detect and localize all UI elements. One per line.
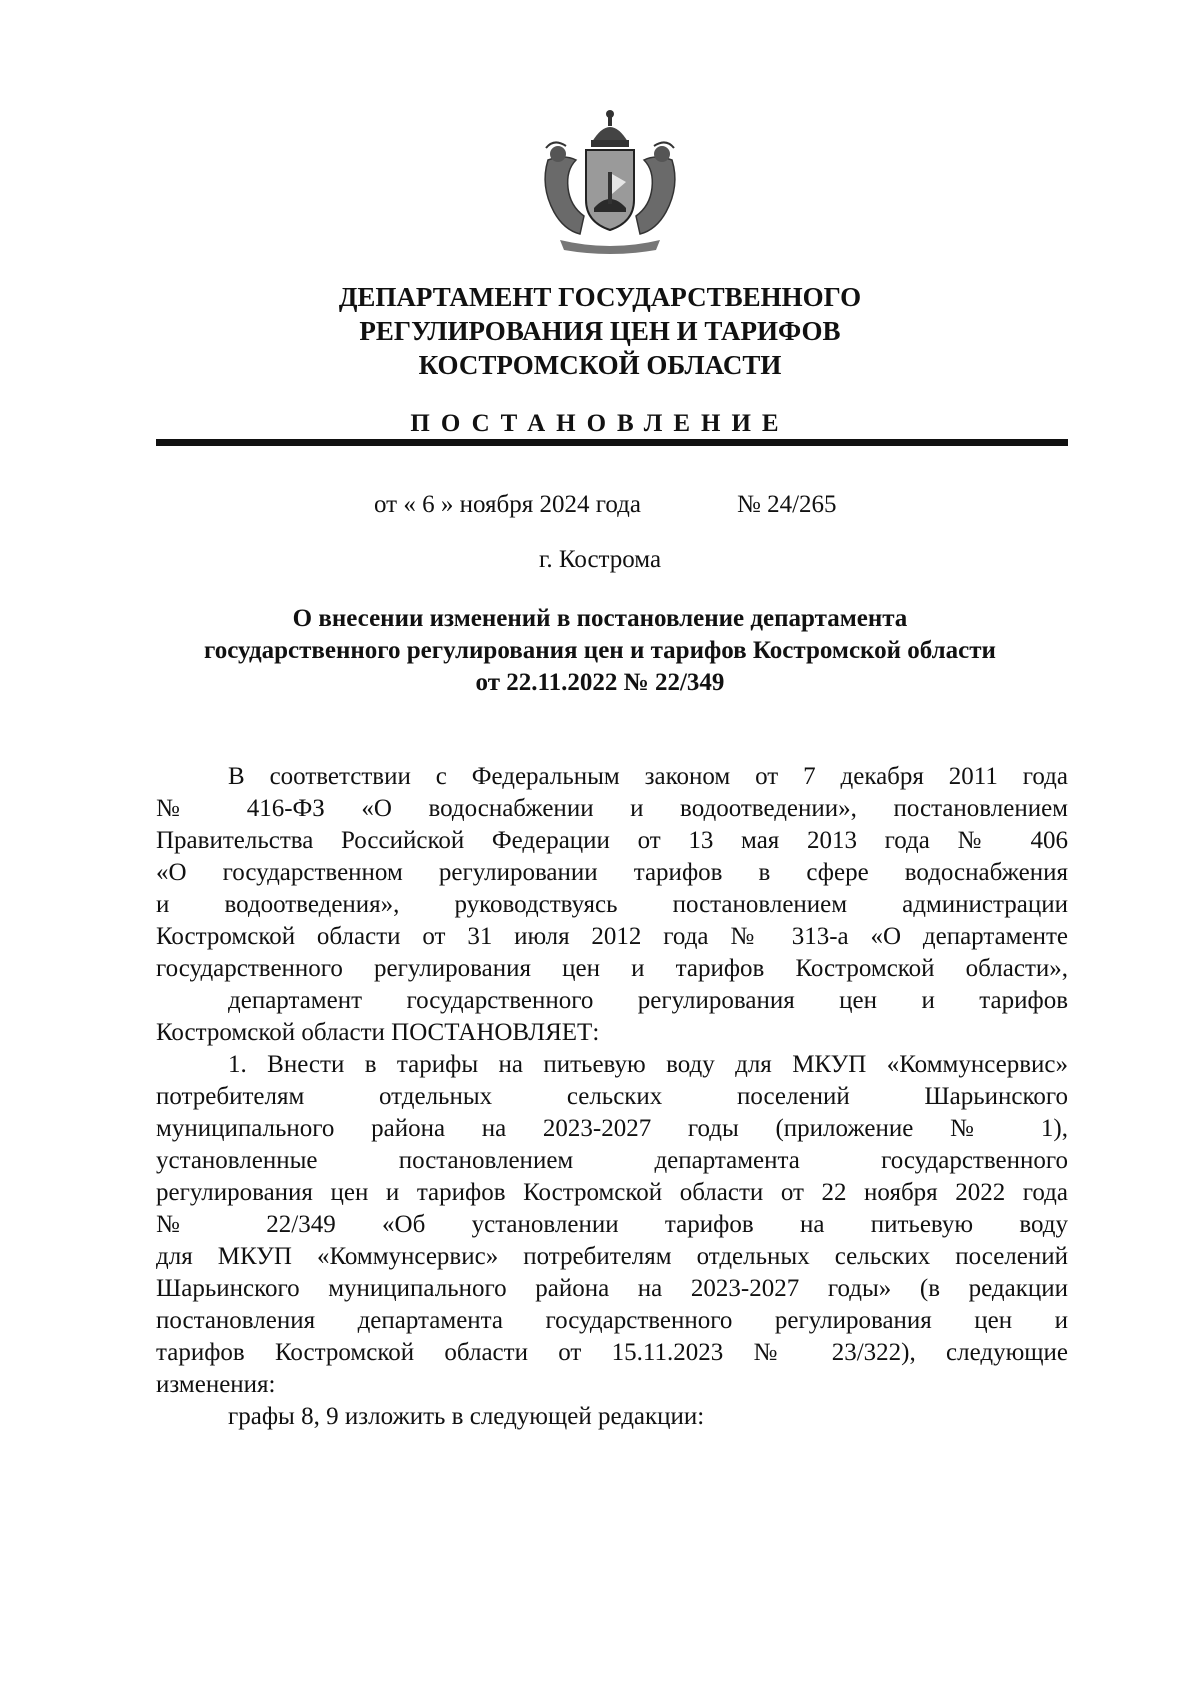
- body-line: В соответствии с Федеральным законом от 7 декабря 2011 года: [228, 763, 1068, 790]
- body-line: 1. Внести в тарифы на питьевую воду для МКУП «Коммунсервис»: [228, 1051, 1068, 1078]
- body-line: муниципального района на 2023-2027 годы (приложение № 1),: [156, 1115, 1068, 1142]
- body-line: «О государственном регулировании тарифов в сфере водоснабжения: [156, 859, 1068, 886]
- body-line: установленные постановлением департамента государственного: [156, 1147, 1068, 1174]
- body-line: тарифов Костромской области от 15.11.2023 № 23/322), следующие: [156, 1339, 1068, 1366]
- body-line: департамент государственного регулирования цен и тарифов: [228, 987, 1068, 1014]
- org-name-line-2: РЕГУЛИРОВАНИЯ ЦЕН И ТАРИФОВ: [359, 316, 841, 346]
- body-line: Правительства Российской Федерации от 13 мая 2013 года № 406: [156, 827, 1068, 854]
- body-line: Костромской области от 31 июля 2012 года № 313-а «О департаменте: [156, 923, 1068, 950]
- body-line: потребителям отдельных сельских поселений Шарьинского: [156, 1083, 1068, 1110]
- body-line: регулирования цен и тарифов Костромской области от 22 ноября 2022 года: [156, 1179, 1068, 1206]
- body-line: изменения:: [156, 1371, 276, 1398]
- document-date: от « 6 » ноября 2024 года: [374, 491, 641, 518]
- body-line: Костромской области ПОСТАНОВЛЯЕТ:: [156, 1019, 600, 1046]
- org-name-line-3: КОСТРОМСКОЙ ОБЛАСТИ: [418, 350, 782, 380]
- body-line: № 22/349 «Об установлении тарифов на питьевую воду: [156, 1211, 1068, 1238]
- coat-of-arms-emblem: [536, 108, 684, 258]
- body-line: государственного регулирования цен и тарифов Костромской области»,: [156, 955, 1068, 982]
- org-name-line-1: ДЕПАРТАМЕНТ ГОСУДАРСТВЕННОГО: [338, 282, 862, 312]
- document-title-line-3: от 22.11.2022 № 22/349: [475, 669, 725, 696]
- body-line: постановления департамента государственного регулирования цен и: [156, 1307, 1068, 1334]
- document-number: № 24/265: [737, 491, 837, 518]
- body-line: № 416-ФЗ «О водоснабжении и водоотведении», постановлением: [156, 795, 1068, 822]
- body-line: Шарьинского муниципального района на 2023-2027 годы» (в редакции: [156, 1275, 1068, 1302]
- body-line: графы 8, 9 изложить в следующей редакции:: [228, 1403, 705, 1430]
- document-type-heading: ПОСТАНОВЛЕНИЕ: [410, 410, 790, 437]
- header-divider: [156, 439, 1068, 446]
- body-line: для МКУП «Коммунсервис» потребителям отдельных сельских поселений: [156, 1243, 1068, 1270]
- document-city: г. Кострома: [538, 546, 662, 573]
- body-line: и водоотведения», руководствуясь постановлением администрации: [156, 891, 1068, 918]
- document-title-line-2: государственного регулирования цен и тарифов Костромской области: [204, 637, 996, 664]
- document-title-line-1: О внесении изменений в постановление департамента: [292, 605, 908, 632]
